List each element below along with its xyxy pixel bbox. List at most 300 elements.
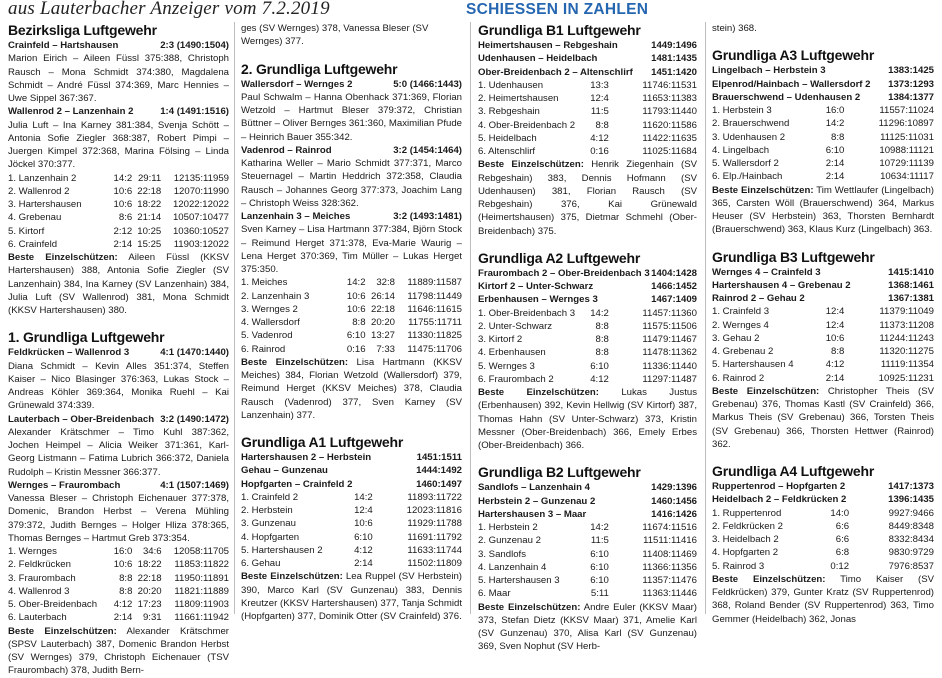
stat-cell: 6:10 <box>343 531 373 544</box>
match-header <box>712 64 934 77</box>
stat-cell: 32:8 <box>366 276 395 289</box>
best-shooters-label: Beste Einzelschützen: <box>712 574 825 585</box>
stat-cell: 11620:11586 <box>609 119 697 132</box>
match-header <box>478 267 697 280</box>
match-pairings: Marion Eirich – Aileen Füssl 375:388, Christoph Rausch – Mona Schmidt 374:380, Magdalena Schmidt – André Füssl 374:369, Marc Hennies – Uwe Sippel 367:367. <box>8 52 229 105</box>
spacer <box>712 451 934 463</box>
best-shooters-label: Beste Einzelschützen: <box>241 571 343 582</box>
stat-cell: 13:3 <box>579 79 609 92</box>
spacer <box>241 422 462 434</box>
table-row <box>8 172 229 185</box>
stat-cell: 6:10 <box>579 360 609 373</box>
stat-cell: 12:4 <box>579 92 609 105</box>
table-row <box>712 546 934 559</box>
table-row <box>712 560 934 573</box>
match-teams: Vadenrod – Rainrod <box>241 144 332 157</box>
table-row <box>712 170 934 183</box>
stat-cell: 12135:11959 <box>161 172 229 185</box>
match-result <box>241 78 462 144</box>
match-score: 1429:1396 <box>651 481 697 494</box>
team-name: 4. Wallenrod 3 <box>8 585 110 598</box>
match-result <box>241 451 462 464</box>
stat-cell: 11025:11684 <box>609 145 697 158</box>
match-teams: Herbstein 2 – Gunzenau 2 <box>478 495 595 508</box>
stat-cell: 11:5 <box>579 105 609 118</box>
match-teams: Hopfgarten – Crainfeld 2 <box>241 478 352 491</box>
best-shooters-label: Beste Einzelschützen: <box>8 252 118 263</box>
match-header <box>478 39 697 52</box>
team-name: 2. Gunzenau 2 <box>478 534 579 547</box>
stat-cell: 14:2 <box>110 172 133 185</box>
stat-cell: 12022:12022 <box>161 198 229 211</box>
best-shooters <box>8 251 229 317</box>
table-row <box>478 119 697 132</box>
league-block <box>712 249 934 452</box>
table-row <box>712 372 934 385</box>
match-score: 1383:1425 <box>888 64 934 77</box>
column-1 <box>8 22 229 614</box>
table-row <box>241 303 462 316</box>
match-score: 3:2 (1490:1472) <box>160 413 229 426</box>
table-row <box>712 358 934 371</box>
league-title: Grundliga A3 Luftgewehr <box>712 47 934 63</box>
table-row <box>241 517 462 530</box>
table-row <box>241 544 462 557</box>
team-name: 6. Gehau <box>241 557 343 570</box>
match-result <box>8 413 229 479</box>
match-teams: Kirtorf 2 – Unter-Schwarz <box>478 280 593 293</box>
table-row <box>241 276 462 289</box>
match-result <box>712 91 934 104</box>
best-shooters <box>478 386 697 452</box>
stat-cell: 8:8 <box>579 320 609 333</box>
best-shooters <box>241 570 462 623</box>
stat-cell: 11889:11587 <box>395 276 462 289</box>
stat-cell: 11511:11416 <box>609 534 697 547</box>
best-shooters-text: Henrik Ziegenhain (SV Rebgeshain) 383, Dennis Hofmann (SV Udenhausen) 381, Florian Rausch (SV Rebgeshain) 376, Kai Grünewald (Heimertshausen) 375, Dietmar Schmehl (Ober-Breidenbach) 375. <box>478 159 697 236</box>
match-score: 1467:1409 <box>651 293 697 306</box>
stat-cell: 34:6 <box>132 545 161 558</box>
stat-cell: 11475:11706 <box>395 343 462 356</box>
stat-cell: 16:0 <box>814 104 844 117</box>
team-name: 2. Brauerschwend <box>712 117 814 130</box>
match-header <box>478 52 697 65</box>
stat-cell: 10:6 <box>110 558 133 571</box>
stat-cell: 8:8 <box>579 333 609 346</box>
best-shooters-label: Beste Einzelschützen: <box>8 626 117 637</box>
match-score: 1:4 (1491:1516) <box>160 105 229 118</box>
match-result <box>712 480 934 493</box>
best-shooters-label: Beste Einzelschützen: <box>712 386 819 397</box>
stat-cell: 7:33 <box>366 343 395 356</box>
match-header <box>8 346 229 359</box>
match-teams: Crainfeld – Hartshausen <box>8 39 118 52</box>
match-result <box>478 508 697 521</box>
team-name: 5. Ober-Breidenbach <box>8 598 110 611</box>
team-name: 6. Fraurombach 2 <box>478 373 579 386</box>
match-teams: Gehau – Gunzenau <box>241 464 328 477</box>
match-result <box>8 39 229 105</box>
stat-cell: 22:18 <box>132 185 161 198</box>
stat-cell: 12:4 <box>814 319 844 332</box>
team-name: 2. Feldkrücken 2 <box>712 520 814 533</box>
match-pairings: Paul Schwalm – Hanna Obenhack 371:369, Florian Wetzold – Hartmut Bleser 379:372, Christian Büttner – Oliver Bernges 361:360, Maximilian Pfude – Heinrich Bauer 355:342. <box>241 91 462 144</box>
match-result <box>241 464 462 477</box>
stat-cell: 17:23 <box>132 598 161 611</box>
stat-cell: 12058:11705 <box>162 545 229 558</box>
stat-cell: 11363:11446 <box>609 587 697 600</box>
team-name: 1. Herbstein 3 <box>712 104 814 117</box>
match-score: 1481:1435 <box>651 52 697 65</box>
team-name: 1. Ober-Breidenbach 3 <box>478 307 579 320</box>
team-name: 6. Lauterbach <box>8 611 110 624</box>
team-name: 4. Grebenau 2 <box>712 345 814 358</box>
stat-cell: 10634:11117 <box>844 170 934 183</box>
stat-cell: 11244:11243 <box>844 332 934 345</box>
match-header <box>712 78 934 91</box>
match-header <box>712 279 934 292</box>
team-name: 3. Fraurombach <box>8 572 110 585</box>
standings-table <box>712 305 934 385</box>
stat-cell: 2:14 <box>110 611 133 624</box>
stat-cell: 11296:10897 <box>844 117 934 130</box>
team-name: 1. Meiches <box>241 276 343 289</box>
league-title: Grundliga A1 Luftgewehr <box>241 434 462 450</box>
stat-cell: 11646:11615 <box>395 303 462 316</box>
match-score: 1444:1492 <box>416 464 462 477</box>
table-row <box>241 290 462 303</box>
team-name: 1. Udenhausen <box>478 79 579 92</box>
stat-cell: 4:12 <box>343 544 373 557</box>
best-shooters-label: Beste Einzelschützen: <box>478 602 580 613</box>
match-teams: Feldkrücken – Wallenrod 3 <box>8 346 129 359</box>
stat-cell: 8:8 <box>110 572 133 585</box>
stat-cell: 9927:9466 <box>849 507 934 520</box>
team-name: 1. Herbstein 2 <box>478 521 579 534</box>
best-shooters-text: Aileen Füssl (KKSV Hartershausen) 388, Antonia Sofie Ziegler (SV Lanzenhain) 384, Ina Karney (SV Lanzenhain) 384, Julia Luft (SV Wallenrod) 381, Mona Schmidt (KKSV Hartershausen) 380. <box>8 252 229 316</box>
match-teams: Udenhausen – Heidelbach <box>478 52 597 65</box>
stat-cell: 11661:11942 <box>162 611 229 624</box>
match-teams: Sandlofs – Lanzenhain 4 <box>478 481 590 494</box>
table-row <box>8 585 229 598</box>
table-row <box>478 534 697 547</box>
team-name: 3. Rebgeshain <box>478 105 579 118</box>
standings-table <box>478 521 697 601</box>
table-row <box>478 587 697 600</box>
match-header <box>241 451 462 464</box>
match-score: 3:2 (1493:1481) <box>393 210 462 223</box>
team-name: 5. Wernges 3 <box>478 360 579 373</box>
match-header <box>712 91 934 104</box>
stat-cell: 14:2 <box>343 491 373 504</box>
match-result <box>478 293 697 306</box>
stat-cell: 11674:11516 <box>609 521 697 534</box>
best-shooters-text: Alexander Krätschmer (SPSV Lauterbach) 387, Domenic Brandon Herbst (SV Wernges) 379, Christoph Eichenauer (TSV Fraurombach) 378, Judith Bern- <box>8 626 229 677</box>
stat-cell: 8:8 <box>110 585 133 598</box>
match-result <box>8 479 229 545</box>
stat-cell: 0:16 <box>343 343 366 356</box>
team-name: 4. Lingelbach <box>712 144 814 157</box>
table-row <box>8 598 229 611</box>
best-shooters <box>8 625 229 678</box>
team-name: 5. Heidelbach <box>478 132 579 145</box>
stat-cell: 12:4 <box>814 305 844 318</box>
table-row <box>478 574 697 587</box>
continued-text: ges (SV Wernges) 378, Vanessa Bleser (SV Wernges) 377. <box>241 22 462 49</box>
table-row <box>241 491 462 504</box>
match-score: 1460:1456 <box>651 495 697 508</box>
column-divider <box>470 22 471 614</box>
table-row <box>241 343 462 356</box>
stat-cell: 0:16 <box>579 145 609 158</box>
match-header <box>478 481 697 494</box>
stat-cell: 11793:11440 <box>609 105 697 118</box>
team-name: 4. Hopfgarten 2 <box>712 546 814 559</box>
table-row <box>478 521 697 534</box>
league-title: Bezirksliga Luftgewehr <box>8 22 229 38</box>
match-result <box>478 66 697 79</box>
standings-table <box>241 276 462 356</box>
match-result <box>478 280 697 293</box>
league-block <box>478 464 697 653</box>
column-divider <box>705 22 706 614</box>
match-header <box>712 292 934 305</box>
best-shooters-text: Lukas Justus (Erbenhausen) 392, Kevin Hellwig (SV Kirtorf) 387, Thomas Hahn (SV Unter-Schwarz) 373, Kristin Messner (Ober-Breidenbach) 366, Emely Erbes (Ober-Breidenbach) 366. <box>478 387 697 451</box>
match-score: 1449:1496 <box>651 39 697 52</box>
stat-cell: 4:12 <box>579 132 609 145</box>
standings-table <box>478 79 697 159</box>
league-block <box>8 329 229 677</box>
match-teams: Lanzenhain 3 – Meiches <box>241 210 350 223</box>
team-name: 5. Wallersdorf 2 <box>712 157 814 170</box>
table-row <box>8 198 229 211</box>
team-name: 6. Elp./Hainbach <box>712 170 814 183</box>
stat-cell: 16:0 <box>110 545 133 558</box>
match-header <box>241 478 462 491</box>
stat-cell: 14:0 <box>814 507 849 520</box>
stat-cell: 21:14 <box>132 211 161 224</box>
best-shooters <box>712 385 934 451</box>
match-header <box>8 39 229 52</box>
best-shooters <box>478 601 697 654</box>
league-title: Grundliga A2 Luftgewehr <box>478 250 697 266</box>
match-teams: Lauterbach – Ober-Breidenbach <box>8 413 154 426</box>
stat-cell: 11755:11711 <box>395 316 462 329</box>
match-teams: Rainrod 2 – Gehau 2 <box>712 292 805 305</box>
stat-cell: 22:18 <box>366 303 395 316</box>
table-row <box>478 346 697 359</box>
section-title: SCHIESSEN IN ZAHLEN <box>466 1 648 19</box>
match-result <box>241 144 462 210</box>
team-name: 1. Crainfeld 2 <box>241 491 343 504</box>
match-header <box>712 480 934 493</box>
stat-cell: 11691:11792 <box>373 531 462 544</box>
team-name: 4. Erbenhausen <box>478 346 579 359</box>
table-row <box>478 105 697 118</box>
stat-cell: 14:2 <box>814 117 844 130</box>
table-row <box>8 211 229 224</box>
stat-cell: 14:2 <box>579 521 609 534</box>
team-name: 2. Heimertshausen <box>478 92 579 105</box>
match-teams: Heimertshausen – Rebgeshain <box>478 39 618 52</box>
stat-cell: 11893:11722 <box>373 491 462 504</box>
spacer <box>478 238 697 250</box>
table-row <box>8 611 229 624</box>
stat-cell: 12070:11990 <box>161 185 229 198</box>
match-score: 1466:1452 <box>651 280 697 293</box>
stat-cell: 8:8 <box>579 346 609 359</box>
stat-cell: 6:10 <box>343 329 366 342</box>
match-teams: Lingelbach – Herbstein 3 <box>712 64 826 77</box>
match-result <box>478 52 697 65</box>
stat-cell: 10:6 <box>343 290 366 303</box>
match-teams: Hartershausen 3 – Maar <box>478 508 586 521</box>
stat-cell: 11809:11903 <box>162 598 229 611</box>
match-teams: Wernges – Fraurombach <box>8 479 120 492</box>
stat-cell: 11422:11635 <box>609 132 697 145</box>
spacer <box>712 237 934 249</box>
match-score: 3:2 (1454:1464) <box>393 144 462 157</box>
column-3 <box>478 22 697 614</box>
stat-cell: 12023:11816 <box>373 504 462 517</box>
league-title: Grundliga B2 Luftgewehr <box>478 464 697 480</box>
match-score: 2:3 (1490:1504) <box>160 39 229 52</box>
match-score: 1367:1381 <box>888 292 934 305</box>
stat-cell: 11336:11440 <box>609 360 697 373</box>
stat-cell: 20:20 <box>132 585 161 598</box>
spacer <box>478 452 697 464</box>
stat-cell: 10507:10477 <box>161 211 229 224</box>
stat-cell: 8:8 <box>814 131 844 144</box>
team-name: 3. Hartershausen <box>8 198 110 211</box>
table-row <box>8 545 229 558</box>
stat-cell: 10:6 <box>110 185 133 198</box>
stat-cell: 10:25 <box>132 225 161 238</box>
match-teams: Wallersdorf – Wernges 2 <box>241 78 352 91</box>
league-block <box>241 434 462 623</box>
match-score: 1451:1420 <box>651 66 697 79</box>
match-header <box>241 210 462 223</box>
match-teams: Ober-Breidenbach 2 – Altenschlirf <box>478 66 633 79</box>
match-header <box>478 280 697 293</box>
league-block <box>241 61 462 423</box>
stat-cell: 22:18 <box>132 572 161 585</box>
column-4 <box>712 22 934 614</box>
match-teams: Hartershausen 4 – Grebenau 2 <box>712 279 851 292</box>
team-name: 2. Wallenrod 2 <box>8 185 110 198</box>
team-name: 4. Lanzenhain 4 <box>478 561 579 574</box>
team-name: 6. Maar <box>478 587 579 600</box>
standings-table <box>478 307 697 387</box>
stat-cell: 11357:11476 <box>609 574 697 587</box>
stat-cell: 11320:11275 <box>844 345 934 358</box>
match-result <box>478 39 697 52</box>
match-teams: Fraurombach 2 – Ober-Breidenbach 3 <box>478 267 650 280</box>
stat-cell: 10:6 <box>110 198 133 211</box>
stat-cell: 7976:8537 <box>849 560 934 573</box>
team-name: 5. Hartershausen 3 <box>478 574 579 587</box>
match-pairings: Katharina Weller – Mario Schmidt 377:371, Marco Steuernagel – Martin Heddrich 372:358, Claudia Rausch – Johannes Georg 377:373, Joachim Lang – Christoph Weiss 328:362. <box>241 157 462 210</box>
best-shooters-text: Timo Kaiser (SV Feldkrücken) 379, Gunter Kratz (SV Ruppertenrod) 368, Roland Bender (SV Ruppertenrod) 363, Timo Gemmer (Heidelbach) 362, Jonas <box>712 574 934 625</box>
best-shooters-text: Lisa Hartmann (KKSV Meiches) 384, Florian Wetzold (Wallersdorf) 379, Reimund Herget (KKSV Meiches) 378, Claudia Rausch (Vadenrod) 377, Sven Karney (SV Lanzenhain) 377. <box>241 357 462 421</box>
match-header <box>8 479 229 492</box>
match-result <box>8 105 229 171</box>
stat-cell: 11119:11354 <box>844 358 934 371</box>
team-name: 4. Grebenau <box>8 211 110 224</box>
stat-cell: 2:14 <box>814 170 844 183</box>
league-title: Grundliga B3 Luftgewehr <box>712 249 934 265</box>
table-row <box>478 320 697 333</box>
stat-cell: 10925:11231 <box>844 372 934 385</box>
stat-cell: 10360:10527 <box>161 225 229 238</box>
match-teams: Ruppertenrod – Hopfgarten 2 <box>712 480 845 493</box>
best-shooters-text: Andre Euler (KKSV Maar) 373, Stefan Dietz (KKSV Maar) 371, Amelie Karl (SV Gunzenau) 370, Alisa Karl (SV Gunzenau) 369, Sven Nophut (SV Herb- <box>478 602 697 653</box>
match-pairings: Diana Schmidt – Kevin Alles 351:374, Steffen Kaiser – Nico Blasinger 376:363, Lukas Stock – Andreas Köhler 369:364, Monika Ruehl – Kai Grünewald 374:339. <box>8 360 229 413</box>
column-divider <box>234 22 235 614</box>
stat-cell: 8449:8348 <box>849 520 934 533</box>
table-row <box>712 131 934 144</box>
stat-cell: 4:12 <box>579 373 609 386</box>
stat-cell: 11125:11031 <box>844 131 934 144</box>
match-result <box>241 478 462 491</box>
match-header <box>478 508 697 521</box>
best-shooters <box>712 184 934 237</box>
stat-cell: 11502:11809 <box>373 557 462 570</box>
table-row <box>712 104 934 117</box>
match-header <box>8 413 229 426</box>
team-name: 3. Gunzenau <box>241 517 343 530</box>
team-name: 3. Heidelbach 2 <box>712 533 814 546</box>
stat-cell: 8:6 <box>110 211 133 224</box>
best-shooters-text: Lea Ruppel (SV Herbstein) 390, Marco Karl (SV Gunzenau) 383, Dennis Kreutzer (KKSV Hartershausen) 377, Tanja Schmidt (Hopfgarten) 377, Dominik Otter (SV Crainfeld) 376. <box>241 571 462 622</box>
stat-cell: 12:4 <box>343 504 373 517</box>
stat-cell: 8:8 <box>343 316 366 329</box>
match-header <box>241 78 462 91</box>
table-row <box>478 307 697 320</box>
stat-cell: 11821:11889 <box>162 585 229 598</box>
match-score: 5:0 (1466:1443) <box>393 78 462 91</box>
match-score: 1417:1373 <box>888 480 934 493</box>
stat-cell: 11557:11024 <box>844 104 934 117</box>
continued-text: stein) 368. <box>712 22 934 35</box>
table-row <box>241 329 462 342</box>
match-result <box>8 346 229 412</box>
table-row <box>8 238 229 251</box>
stat-cell: 2:14 <box>814 372 844 385</box>
stat-cell: 6:10 <box>814 144 844 157</box>
stat-cell: 2:14 <box>814 157 844 170</box>
match-teams: Wernges 4 – Crainfeld 3 <box>712 266 821 279</box>
best-shooters-text: Tim Wettlaufer (Lingelbach) 365, Carsten Wöll (Brauerschwend) 364, Markus Heuser (SV Herbstein) 363, Thorsten Bernhardt (Brauerschwend) 363, Klaus Kurz (Lingelbach) 363. <box>712 185 934 236</box>
team-name: 1. Lanzenhain 2 <box>8 172 110 185</box>
stat-cell: 18:22 <box>132 198 161 211</box>
best-shooters <box>478 158 697 238</box>
match-result <box>478 267 697 280</box>
stat-cell: 0:12 <box>814 560 849 573</box>
table-row <box>478 145 697 158</box>
stat-cell: 8:8 <box>814 345 844 358</box>
stat-cell: 10:6 <box>343 303 366 316</box>
team-name: 2. Unter-Schwarz <box>478 320 579 333</box>
spacer <box>241 49 462 61</box>
match-header <box>241 464 462 477</box>
match-teams: Wallenrod 2 – Lanzenhain 2 <box>8 105 133 118</box>
stat-cell: 11478:11362 <box>609 346 697 359</box>
match-header <box>478 66 697 79</box>
team-name: 1. Crainfeld 3 <box>712 305 814 318</box>
table-row <box>478 561 697 574</box>
stat-cell: 11633:11744 <box>373 544 462 557</box>
